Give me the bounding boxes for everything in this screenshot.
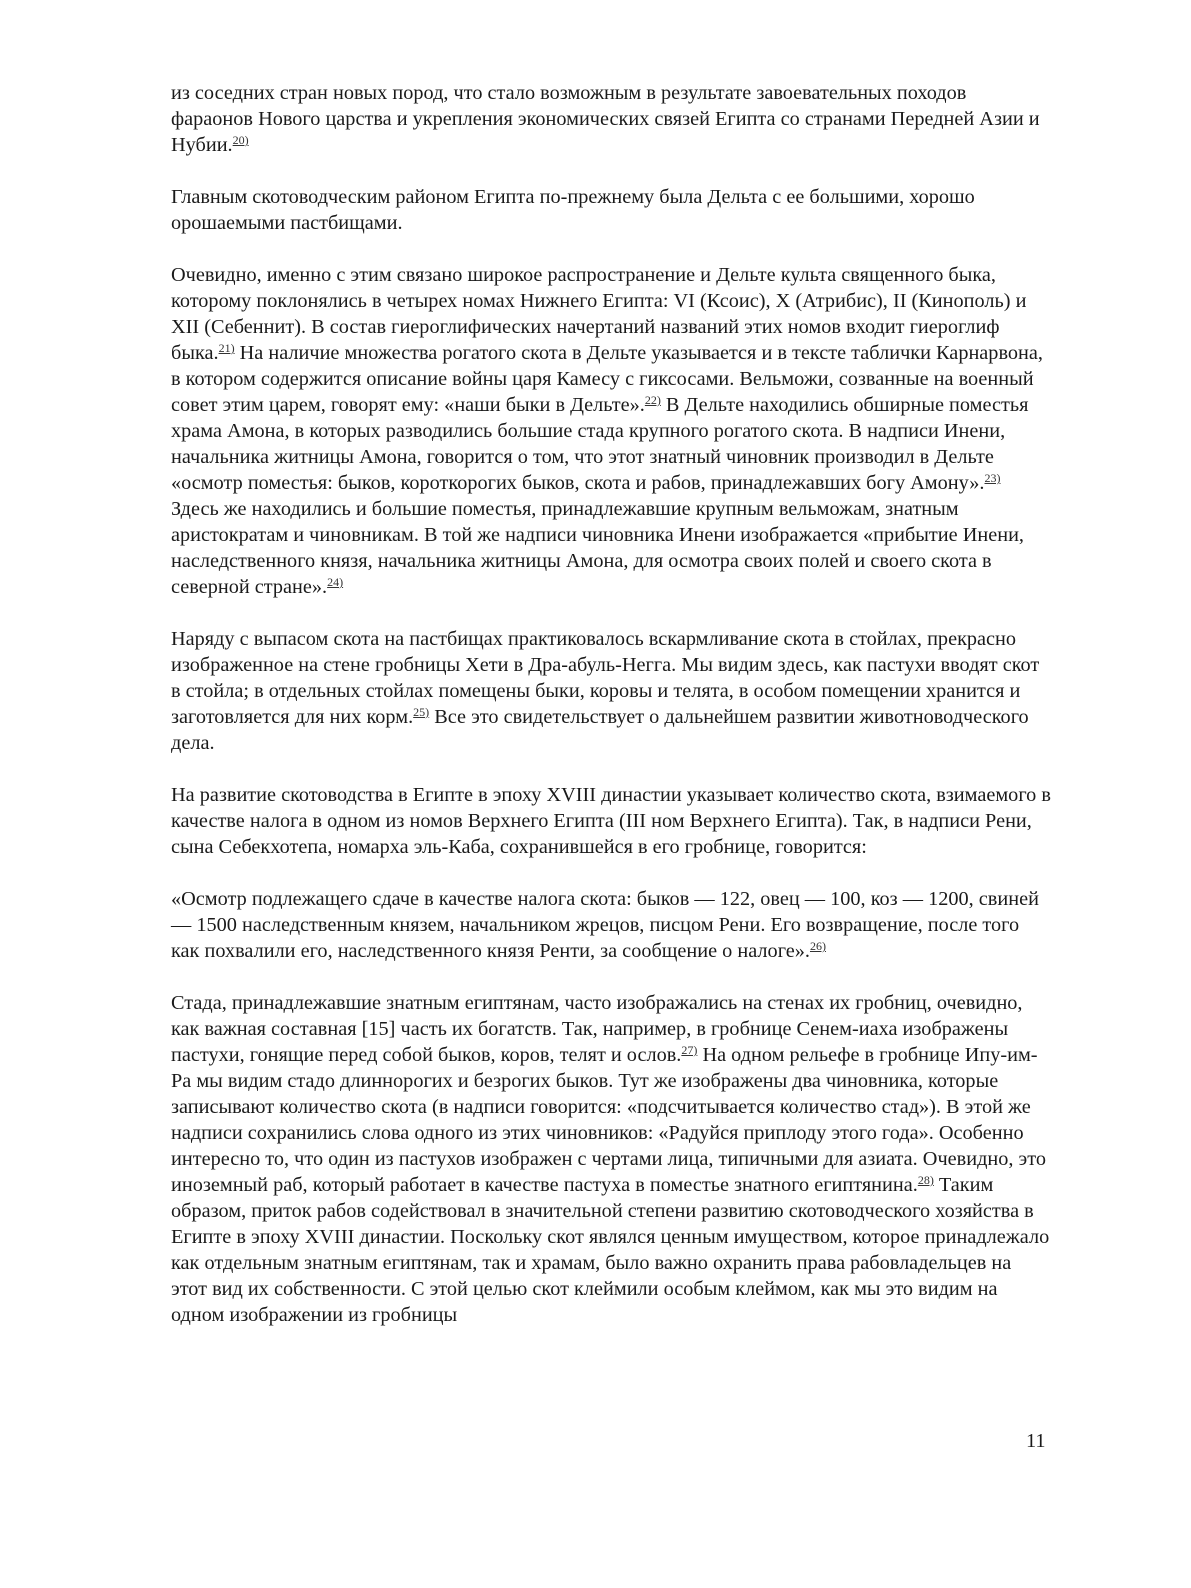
paragraph-text: «Осмотр подлежащего сдаче в качестве налога скота: быков — 122, овец — 100, коз — 1200, свиней — 1500 наследственным князем, начальником жрецов, писцом Рени. Его возвращение, после того как похвалили его, наследственного князя Ренти, за сообщение о налоге».	[171, 888, 1039, 962]
paragraph-text: Все это свидетельствует о дальнейшем развитии животноводческого дела.	[171, 706, 1029, 754]
footnote-link[interactable]: 28)	[917, 1173, 934, 1187]
footnote-link[interactable]: 22)	[644, 393, 661, 407]
paragraph-text: Здесь же находились и большие поместья, принадлежавшие крупным вельможам, знатным аристократам и чиновникам. В той же надписи чиновника Инени изображается «прибытие Инени, наследственного князя, начальника житницы Амона, для осмотра своих полей и своего скота в северной стране».	[171, 498, 1024, 598]
paragraph-text: Наряду с выпасом скота на пастбищах практиковалось вскармливание скота в стойлах, прекрасно изображенное на стене гробницы Хети в Дра-абуль-Негга. Мы видим здесь, как пастухи вводят скот в стойла; в отдельных стойлах помещены быки, коровы и телята, в особом помещении хранится и заготовляется для них корм.	[171, 628, 1040, 728]
paragraph	[171, 184, 1051, 236]
paragraph	[171, 990, 1051, 1328]
paragraph	[171, 782, 1051, 860]
paragraph	[171, 626, 1051, 756]
paragraph	[171, 80, 1051, 158]
paragraph-text: На развитие скотоводства в Египте в эпоху XVIII династии указывает количество скота, взимаемого в качестве налога в одном из номов Верхнего Египта (III ном Верхнего Египта). Так, в надписи Рени, сына Себекхотепа, номарха эль-Каба, сохранившейся в его гробнице, говорится:	[171, 784, 1051, 858]
body-text	[171, 80, 1051, 1354]
footnote-link[interactable]: 25)	[413, 705, 430, 719]
footnote-link[interactable]: 21)	[218, 341, 235, 355]
paragraph-text: На наличие множества рогатого скота в Дельте указывается и в тексте таблички Карнарвона, в котором содержится описание войны царя Камесу с гиксосами. Вельможи, созванные на военный совет этим царем, говорят ему: «наши быки в Дельте».	[171, 342, 1043, 416]
paragraph	[171, 886, 1051, 964]
footnote-link[interactable]: 27)	[681, 1043, 698, 1057]
paragraph-text: Стада, принадлежавшие знатным египтянам, часто изображались на стенах их гробниц, очевидно, как важная составная [15] часть их богатств. Так, например, в гробнице Сенем-иаха изображены пастухи, гонящие перед собой быков, коров, телят и ослов.	[171, 992, 1023, 1066]
footnote-link[interactable]: 23)	[984, 471, 1001, 485]
paragraph-text: На одном рельефе в гробнице Ипу-им-Ра мы видим стадо длиннорогих и безрогих быков. Тут же изображены два чиновника, которые записывают количество скота (в надписи говорится: «подсчитывается количество стад»). В этой же надписи сохранились слова одного из этих чиновников: «Радуйся приплоду этого года». Особенно интересно то, что один из пастухов изображен с чертами лица, типичными для азиата. Очевидно, это иноземный раб, который работает в качестве пастуха в поместье знатного египтянина.	[171, 1044, 1046, 1196]
footnote-link[interactable]: 20)	[232, 133, 249, 147]
footnote-link[interactable]: 26)	[809, 939, 826, 953]
paragraph	[171, 262, 1051, 600]
paragraph-text: Главным скотоводческим районом Египта по-прежнему была Дельта с ее большими, хорошо орошаемыми пастбищами.	[171, 186, 975, 234]
paragraph-text: Очевидно, именно с этим связано широкое распространение и Дельте культа священного быка, которому поклонялись в четырех номах Нижнего Египта: VI (Ксоис), X (Атрибис), II (Кинополь) и XII (Себеннит). В состав гиероглифических начертаний названий этих номов входит гиероглиф быка.	[171, 264, 1027, 364]
paragraph-text: В Дельте находились обширные поместья храма Амона, в которых разводились большие стада крупного рогатого скота. В надписи Инени, начальника житницы Амона, говорится о том, что этот знатный чиновник производил в Дельте «осмотр поместья: быков, короткорогих быков, скота и рабов, принадлежавших богу Амону».	[171, 394, 1029, 494]
paragraph-text: из соседних стран новых пород, что стало возможным в результате завоевательных походов фараонов Нового царства и укрепления экономических связей Египта со странами Передней Азии и Нубии.	[171, 82, 1040, 156]
footnote-link[interactable]: 24)	[327, 575, 344, 589]
paragraph-text: Таким образом, приток рабов содействовал в значительной степени развитию скотоводческого хозяйства в Египте в эпоху XVIII династии. Поскольку скот являлся ценным имуществом, которое принадлежало как отдельным знатным египтянам, так и храмам, было важно охранить права рабовладельцев на этот вид их собственности. С этой целью скот клеймили особым клеймом, как мы это видим на одном изображении из гробницы	[171, 1174, 1050, 1326]
page-number: 11	[1026, 1430, 1046, 1452]
